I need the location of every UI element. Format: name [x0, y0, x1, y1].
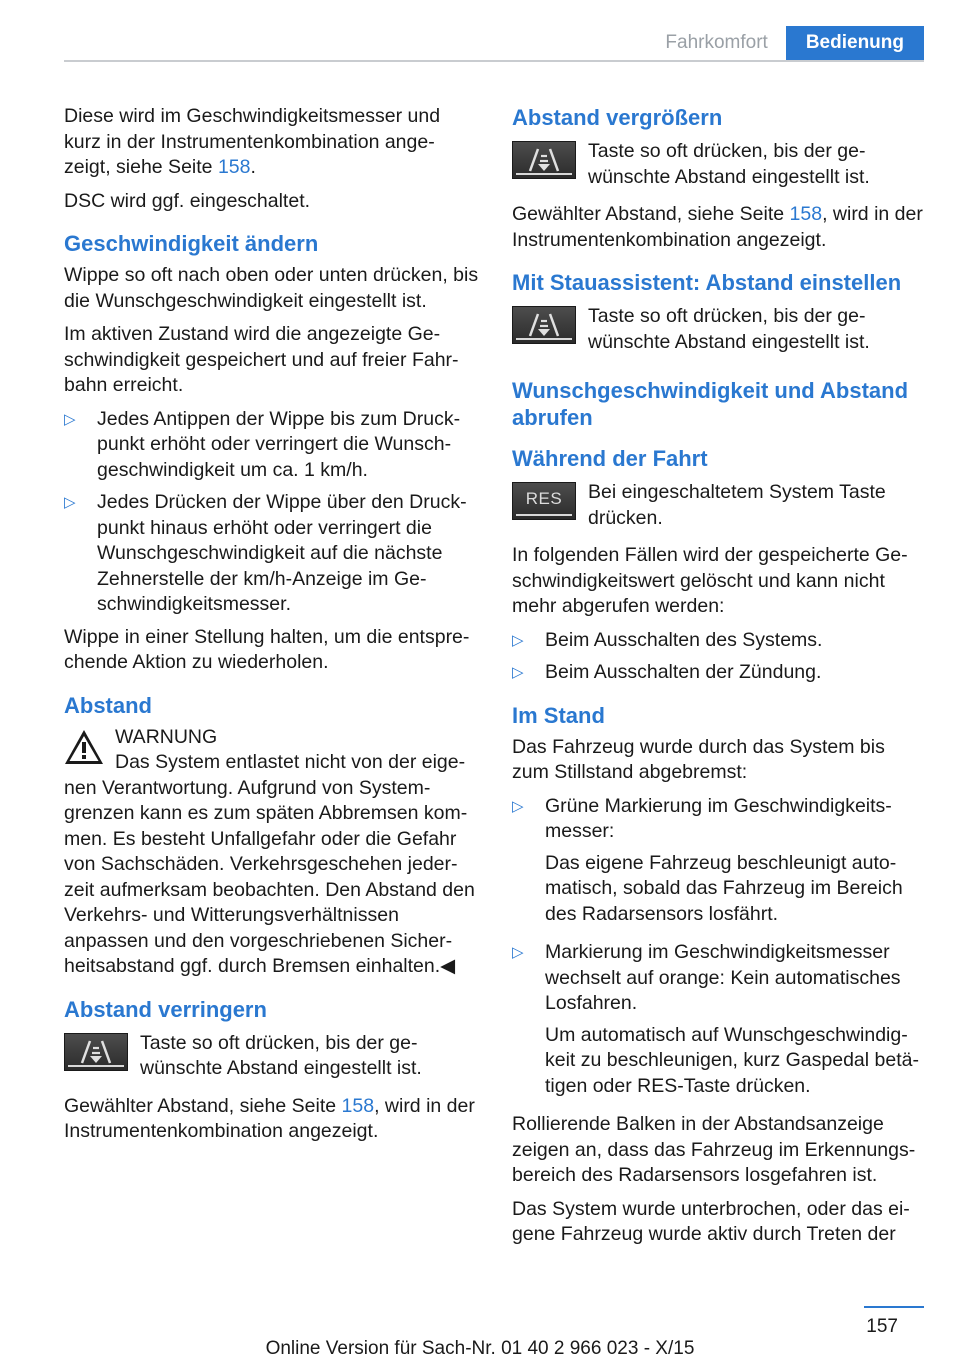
interrupted-paragraph: Das System wurde unterbrochen, oder das ei-gene Fahrzeug wurde aktiv durch Treten der — [512, 1197, 910, 1245]
distance-info-end: , wird in der Instrumentenkombination angezeigt. — [512, 203, 923, 251]
header-divider — [64, 60, 924, 62]
heading-increase-distance: Abstand vergrößern — [512, 105, 723, 130]
decrease-distance-text: Taste so oft drücken, bis der ge-wünschte Abstand eingestellt ist. — [140, 1031, 422, 1079]
list-item-text: Jedes Antippen der Wippe bis zum Druck-punkt erhöht oder verringert die Wunsch-geschwindigkeit um ca. 1 km/h. — [97, 407, 461, 481]
distance-info-paragraph — [64, 1094, 479, 1145]
bullet-triangle-icon: ▷ — [512, 631, 524, 649]
online-version-footer: Online Version für Sach-Nr. 01 40 2 966 023 - X/15 — [265, 1338, 695, 1359]
distance-button-icon — [64, 1033, 128, 1071]
warning-text: Das System entlastet nicht von der eige-nen Verantwortung. Aufgrund von System-grenzen kann es zum späten Abbremsen kom-men. Es besteht Unfallgefahr oder die Gefahr von Sachschäden. Verkehrsgeschehen jeder-zeit aufmerksam beobachten. Den Abstand den Verkehrs- und Witterungsverhältnissen anpassen und den vorgeschriebenen Sicher-heitsabstand ggf. durch Bremsen einhalten.◀ — [64, 751, 475, 977]
distance-info-end: , wird in der Instrumentenkombination angezeigt. — [64, 1094, 475, 1142]
increase-distance-text: Taste so oft drücken, bis der ge-wünschte Abstand eingestellt ist. — [588, 140, 870, 188]
heading-stauassistent: Mit Stauassistent: Abstand einstellen — [512, 270, 902, 295]
intro-end: . — [250, 156, 256, 178]
bullet-triangle-icon: ▷ — [64, 410, 76, 428]
distance-info-text: Gewählter Abstand, siehe Seite — [64, 1094, 342, 1117]
page-link-158[interactable]: 158 — [789, 203, 823, 225]
res-block — [512, 480, 924, 531]
heading-im-stand: Im Stand — [512, 702, 605, 728]
intro-paragraph — [64, 104, 479, 181]
header-tabs — [647, 26, 924, 60]
list-item — [512, 660, 924, 686]
res-text: Bei eingeschaltetem System Taste drücken. — [588, 481, 886, 529]
stau-distance-block — [512, 304, 924, 355]
page-link-158[interactable]: 158 — [341, 1094, 375, 1117]
list-item-text — [545, 940, 924, 1105]
list-item — [64, 490, 479, 618]
heading-speed-change: Geschwindigkeit ändern — [64, 231, 319, 256]
bullet-triangle-icon: ▷ — [512, 664, 524, 681]
left-column — [64, 104, 479, 1153]
distance-road-icon — [524, 312, 564, 338]
list-item-text: Jedes Drücken der Wippe über den Druck-punkt hinaus erhöht oder verringert die Wunschgeschwindigkeit auf die nächste Zehnerstelle der km/h-Anzeige im Ge-schwindigkeitsmesser. — [97, 491, 467, 615]
increase-distance-block — [512, 139, 924, 190]
stau-distance-text: Taste so oft drücken, bis der ge-wünschte Abstand eingestellt ist. — [588, 305, 870, 353]
standstill-paragraph: Das Fahrzeug wurde durch das System bis zum Stillstand abgebremst: — [512, 735, 885, 783]
res-button-label: RES — [525, 489, 563, 509]
green-marker-text: Grüne Markierung im Geschwindigkeits-messer: — [545, 794, 892, 842]
distance-button-icon — [512, 306, 576, 344]
res-button-icon — [512, 482, 576, 520]
orange-marker-text: Markierung im Geschwindigkeitsmesser wechselt auf orange: Kein automatisches Losfahren. — [545, 941, 901, 1014]
warning-triangle-icon — [64, 729, 104, 765]
list-item — [512, 940, 924, 1105]
footer-accent-line — [864, 1306, 924, 1308]
tab-bedienung[interactable]: Bedienung — [786, 26, 924, 60]
list-item — [512, 628, 924, 654]
rolling-bars-paragraph: Rollierende Balken in der Abstandsanzeige zeigen an, dass das Fahrzeug im Erkennungs-bereich des Radarsensors losgefahren ist. — [512, 1113, 916, 1186]
bullet-triangle-icon: ▷ — [64, 494, 76, 511]
distance-button-icon — [512, 141, 576, 179]
warning-title: WARNUNG — [115, 725, 218, 748]
bullet-triangle-icon: ▷ — [512, 944, 524, 961]
list-item-text: Beim Ausschalten der Zündung. — [545, 661, 822, 683]
list-item — [64, 407, 479, 484]
green-marker-subtext: Das eigene Fahrzeug beschleunigt auto-matisch, sobald das Fahrzeug im Bereich des Radarsensors losfährt. — [545, 851, 903, 925]
dsc-paragraph: DSC wird ggf. eingeschaltet. — [64, 189, 311, 212]
orange-marker-subtext: Um automatisch auf Wunschgeschwindig-keit zu beschleunigen, kurz Gaspedal betä-tigen oder RES-Taste drücken. — [545, 1023, 919, 1097]
decrease-distance-block — [64, 1031, 479, 1082]
right-column — [512, 104, 924, 1256]
intro-text: Diese wird im Geschwindigkeitsmesser und kurz in der Instrumentenkombination ange-zeigt, siehe Seite — [64, 105, 441, 178]
deleted-value-paragraph: In folgenden Fällen wird der gespeicherte Ge-schwindigkeitswert gelöscht und kann nicht mehr abgerufen werden: — [512, 544, 908, 617]
tab-fahrkomfort[interactable]: Fahrkomfort — [665, 32, 768, 53]
page-number: 157 — [866, 1316, 898, 1337]
speed-paragraph-3: Wippe in einer Stellung halten, um die entspre-chende Aktion zu wiederholen. — [64, 625, 470, 673]
distance-road-icon — [76, 1039, 116, 1065]
list-item — [512, 794, 924, 934]
warning-block — [64, 725, 479, 980]
bullet-triangle-icon: ▷ — [512, 797, 524, 815]
distance-road-icon — [524, 147, 564, 173]
speed-paragraph-1: Wippe so oft nach oben oder unten drücken, bis die Wunschgeschwindigkeit eingestellt ist. — [64, 264, 479, 312]
list-item-text: Beim Ausschalten des Systems. — [545, 628, 823, 651]
heading-recall: Wunschgeschwindigkeit und Abstand abrufen — [512, 378, 909, 430]
heading-abstand: Abstand — [64, 692, 152, 718]
distance-info-text: Gewählter Abstand, siehe Seite — [512, 203, 790, 225]
speed-paragraph-2: Im aktiven Zustand wird die angezeigte Ge-schwindigkeit gespeichert und auf freier Fahr-bahn erreicht. — [64, 323, 459, 396]
page-link-158[interactable]: 158 — [217, 156, 251, 178]
heading-decrease-distance: Abstand verringern — [64, 996, 267, 1022]
list-item-text — [545, 794, 924, 934]
distance-info-paragraph — [512, 202, 924, 253]
heading-while-driving: Während der Fahrt — [512, 446, 708, 471]
